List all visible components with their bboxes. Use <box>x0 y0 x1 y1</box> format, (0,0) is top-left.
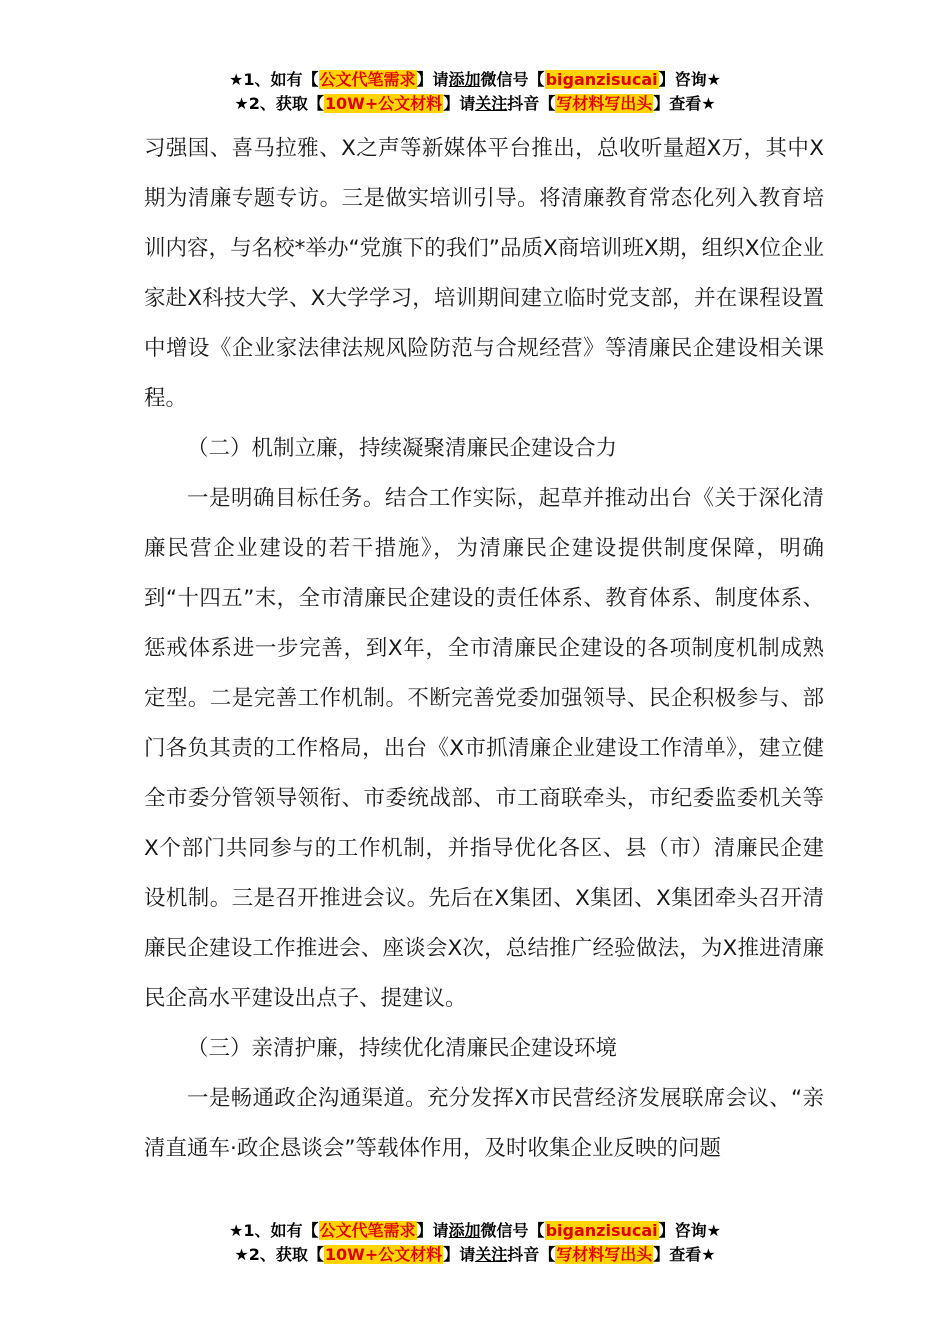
promo-text: 微信号【 <box>480 1221 545 1240</box>
top-promo-banner <box>0 68 950 116</box>
section-heading-2: （二）机制立廉，持续凝聚清廉民企建设合力 <box>187 436 618 461</box>
body-paragraph-3: 一是畅通政企沟通渠道。充分发挥X市民营经济发展联席会议、“亲清直通车·政企恳谈会”等载体作用，及时收集企业反映的问题 <box>144 1086 824 1161</box>
promo-underline: 关注 <box>475 94 508 113</box>
promo-highlight: 10W+公文材料 <box>324 94 443 113</box>
promo-text: 】请 <box>443 94 476 113</box>
promo-text: ★1、如有【 <box>229 70 319 89</box>
section-heading-3: （三）亲清护廉，持续优化清廉民企建设环境 <box>187 1036 618 1061</box>
promo-text: 】请 <box>416 1221 449 1240</box>
promo-text: 】请 <box>416 70 449 89</box>
promo-text: 抖音【 <box>507 1245 556 1264</box>
promo-text: 】咨询★ <box>658 1221 721 1240</box>
promo-text: ★2、获取【 <box>234 1245 324 1264</box>
promo-wechat-id: biganzisucai <box>545 70 658 89</box>
body-paragraph-2: 一是明确目标任务。结合工作实际，起草并推动出台《关于深化清廉民营企业建设的若干措施》，为清廉民企建设提供制度保障，明确到“十四五”末，全市清廉民企建设的责任体系、教育体系、制度体系、惩戒体系进一步完善，到X年，全市清廉民企建设的各项制度机制成熟定型。二是完善工作机制。不断完善党委加强领导、民企积极参与、部门各负其责的工作格局，出台《X市抓清廉企业建设工作清单》，建立健全市委分管领导领衔、市委统战部、市工商联牵头，市纪委监委机关等X个部门共同参与的工作机制，并指导优化各区、县（市）清廉民企建设机制。三是召开推进会议。先后在X集团、X集团、X集团牵头召开清廉民企建设工作推进会、座谈会X次，总结推广经验做法，为X推进清廉民企高水平建设出点子、提建议。 <box>144 486 824 1011</box>
promo-douyin-id: 写材料写出头 <box>556 1245 653 1264</box>
promo-highlight: 公文代笔需求 <box>319 1221 416 1240</box>
promo-line-wechat <box>0 68 950 92</box>
promo-text: 】查看★ <box>653 1245 716 1264</box>
promo-text: 】查看★ <box>653 94 716 113</box>
promo-text: ★2、获取【 <box>234 94 324 113</box>
promo-text: 微信号【 <box>480 70 545 89</box>
promo-text: 】请 <box>443 1245 476 1264</box>
promo-highlight: 公文代笔需求 <box>319 70 416 89</box>
promo-line-wechat <box>0 1219 950 1243</box>
promo-text: 抖音【 <box>507 94 556 113</box>
promo-text: ★1、如有【 <box>229 1221 319 1240</box>
body-paragraph-1: 习强国、喜马拉雅、X之声等新媒体平台推出，总收听量超X万，其中X期为清廉专题专访。三是做实培训引导。将清廉教育常态化列入教育培训内容，与名校*举办“党旗下的我们”品质X商培训班X期，组织X位企业家赴X科技大学、X大学学习，培训期间建立临时党支部，并在课程设置中增设《企业家法律法规风险防范与合规经营》等清廉民企建设相关课程。 <box>144 136 824 411</box>
promo-underline: 关注 <box>475 1245 508 1264</box>
promo-text: 】咨询★ <box>658 70 721 89</box>
promo-douyin-id: 写材料写出头 <box>556 94 653 113</box>
promo-underline: 添加 <box>448 1221 481 1240</box>
document-body <box>144 124 824 1174</box>
promo-wechat-id: biganzisucai <box>545 1221 658 1240</box>
promo-highlight: 10W+公文材料 <box>324 1245 443 1264</box>
bottom-promo-banner <box>0 1219 950 1267</box>
promo-underline: 添加 <box>448 70 481 89</box>
promo-line-douyin <box>0 1243 950 1267</box>
promo-line-douyin <box>0 92 950 116</box>
